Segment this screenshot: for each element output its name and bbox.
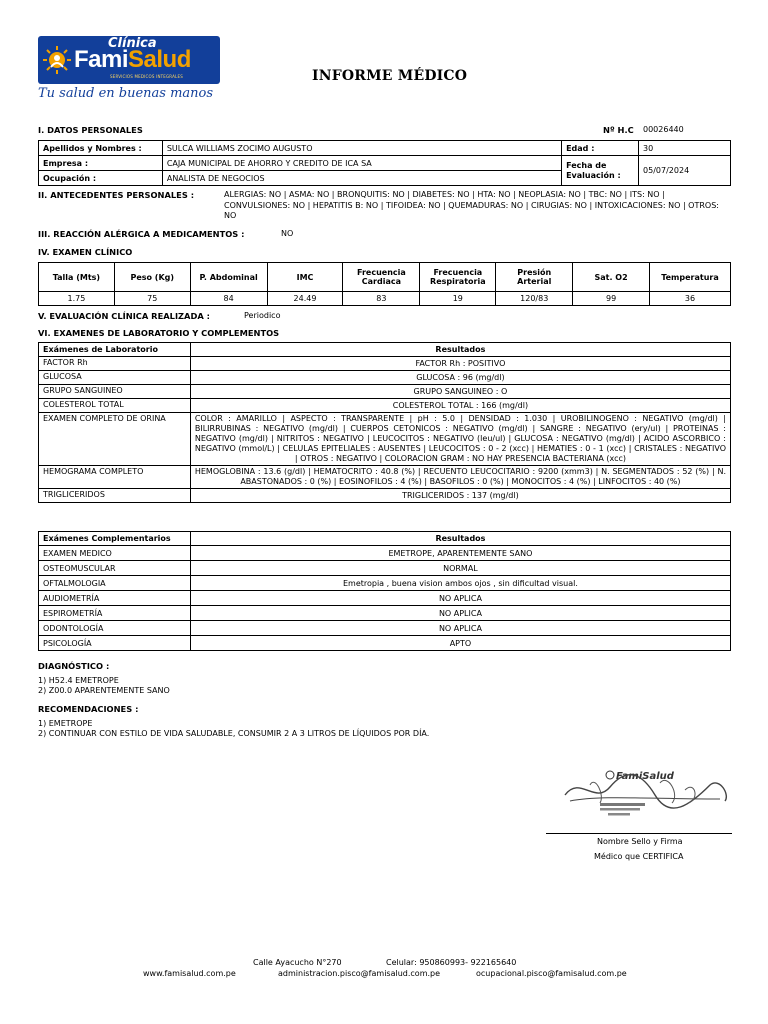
complementary-result: APTO <box>190 636 730 651</box>
laboratorio-heading: VI. EXAMENES DE LABORATORIO Y COMPLEMENTOS <box>38 328 280 338</box>
recomendacion-item: 1) EMETROPE <box>38 719 93 728</box>
diagnostico-heading: DIAGNÓSTICO : <box>38 661 110 671</box>
logo-badge <box>38 36 220 84</box>
logo-slogan: Tu salud en buenas manos <box>38 86 214 101</box>
complementary-result: NO APLICA <box>190 621 730 636</box>
vitals-value: 36 <box>649 292 730 306</box>
lab-row <box>39 371 731 385</box>
lab-result: HEMOGLOBINA : 13.6 (g/dl) | HEMATOCRITO : 40.8 (%) | RECUENTO LEUCOCITARIO : 9200 (xmm3) | N. SEGMENTADOS : 52 (%) | N. ABASTONADOS : 0 (%) | EOSINOFILOS : 4 (%) | BASOFILOS : 0 (%) | MONOCITOS : 4 (%) | LINFOCITOS : 40 (%) <box>190 466 730 489</box>
complementary-row <box>39 606 731 621</box>
lab-row <box>39 413 731 466</box>
lab-row <box>39 489 731 503</box>
complementary-result: NORMAL <box>190 561 730 576</box>
complementary-exam: PSICOLOGÍA <box>39 636 191 651</box>
diagnostico-item: 2) Z00.0 APARENTEMENTE SANO <box>38 686 170 695</box>
complementary-result: EMETROPE, APARENTEMENTE SANO <box>190 546 730 561</box>
lab-row <box>39 466 731 489</box>
job-value: ANALISTA DE NEGOCIOS <box>162 171 561 186</box>
vitals-value: 84 <box>190 292 267 306</box>
personal-table <box>38 140 731 186</box>
complementary-exam: EXAMEN MEDICO <box>39 546 191 561</box>
vitals-value: 120/83 <box>496 292 573 306</box>
lab-row <box>39 385 731 399</box>
lab-exam: FACTOR Rh <box>39 357 191 371</box>
footer-email-ocupacional: ocupacional.pisco@famisalud.com.pe <box>476 969 627 978</box>
logo-fami: Fami <box>74 46 129 73</box>
alergica-value: NO <box>281 229 294 238</box>
vitals-header: Peso (Kg) <box>114 263 190 292</box>
age-value: 30 <box>639 141 731 156</box>
vitals-value: 24.49 <box>267 292 343 306</box>
hc-value: 00026440 <box>643 125 684 134</box>
lab-exam: GLUCOSA <box>39 371 191 385</box>
vitals-header: Talla (Mts) <box>39 263 115 292</box>
vitals-header: IMC <box>267 263 343 292</box>
comp-col-exam: Exámenes Complementarios <box>39 532 191 546</box>
examen-clinico-heading: IV. EXAMEN CLÍNICO <box>38 247 133 257</box>
lab-exam: TRIGLICERIDOS <box>39 489 191 503</box>
complementary-exam: OSTEOMUSCULAR <box>39 561 191 576</box>
vitals-value: 83 <box>343 292 420 306</box>
footer-phone: Celular: 950860993- 922165640 <box>386 958 517 967</box>
names-value: SULCA WILLIAMS ZOCIMO AUGUSTO <box>162 141 561 156</box>
vitals-table <box>38 262 731 306</box>
recomendaciones-heading: RECOMENDACIONES : <box>38 704 139 714</box>
personal-heading: I. DATOS PERSONALES <box>38 125 143 135</box>
complementary-result: NO APLICA <box>190 591 730 606</box>
lab-exam: EXAMEN COMPLETO DE ORINA <box>39 413 191 466</box>
lab-exam: GRUPO SANGUINEO <box>39 385 191 399</box>
vitals-value: 75 <box>114 292 190 306</box>
logo-subtitle: SERVICIOS MEDICOS INTEGRALES <box>110 74 183 79</box>
lab-exam: COLESTEROL TOTAL <box>39 399 191 413</box>
vitals-value: 19 <box>420 292 496 306</box>
signature-line <box>546 833 732 834</box>
lab-exam: HEMOGRAMA COMPLETO <box>39 466 191 489</box>
complementary-exam: ESPIROMETRÍA <box>39 606 191 621</box>
stamp-brand: FamiSalud <box>616 771 674 782</box>
job-label: Ocupación : <box>39 171 163 186</box>
complementary-row <box>39 591 731 606</box>
vitals-header: Frecuencia Cardiaca <box>343 263 420 292</box>
lab-table <box>38 342 731 503</box>
complementary-result: NO APLICA <box>190 606 730 621</box>
vitals-value: 1.75 <box>39 292 115 306</box>
evaluacion-heading: V. EVALUACIÓN CLÍNICA REALIZADA : <box>38 311 210 321</box>
hc-label: Nº H.C <box>603 125 634 135</box>
signature-role: Médico que CERTIFICA <box>594 852 684 861</box>
footer-address: Calle Ayacucho N°270 <box>253 958 342 967</box>
logo-brand-text <box>74 46 191 74</box>
complementary-row <box>39 546 731 561</box>
comp-col-result: Resultados <box>190 532 730 546</box>
eval-date-label: Fecha de Evaluación : <box>562 156 639 186</box>
evaluacion-value: Periodico <box>244 311 281 320</box>
lab-col-exam: Exámenes de Laboratorio <box>39 343 191 357</box>
clinic-logo <box>38 36 220 106</box>
vitals-header: Sat. O2 <box>573 263 650 292</box>
lab-result: GRUPO SANGUINEO : O <box>190 385 730 399</box>
antecedentes-text: ALERGIAS: NO | ASMA: NO | BRONQUITIS: NO | DIABETES: NO | HTA: NO | NEOPLASIA: NO | TBC: NO | ITS: NO | CONVULSIONES: NO | HEPATITIS B: NO | TIFOIDEA: NO | QUEMADURAS: NO | CIRUGIAS: NO | INTOXICACIONES: NO | OTROS: NO <box>224 190 719 220</box>
footer-email-admin: administracion.pisco@famisalud.com.pe <box>278 969 441 978</box>
lab-result: GLUCOSA : 96 (mg/dl) <box>190 371 730 385</box>
vitals-value: 99 <box>573 292 650 306</box>
doctor-signature-stamp <box>560 765 740 825</box>
complementary-row <box>39 576 731 591</box>
vitals-header: Temperatura <box>649 263 730 292</box>
names-label: Apellidos y Nombres : <box>39 141 163 156</box>
complementary-row <box>39 621 731 636</box>
lab-result: COLOR : AMARILLO | ASPECTO : TRANSPARENTE | pH : 5.0 | DENSIDAD : 1.030 | UROBILINOGENO : NEGATIVO (mg/dl) | BILIRRUBINAS : NEGATIVO (mg/dl) | CUERPOS CETONICOS : NEGATIVO (mg/dl) | SANGRE : NEGATIVO (ery/ul) | PROTEINAS : NEGATIVO (mg/dl) | NITRITOS : NEGATIVO | LEUCOCITOS : NEGATIVO (leu/ul) | GLUCOSA : NEGATIVO (mg/dl) | ACIDO ASCORBICO : NEGATIVO (mmol/L) | CELULAS EPITELIALES : AUSENTES | LEUCOCITOS : 0 - 2 (xcc) | HEMATIES : 0 - 1 (xcc) | CRISTALES : NEGATIVO | OTROS : NEGATIVO | COLORACION GRAM : NO HAY PRESENCIA BACTERIANA (xcc) <box>190 413 730 466</box>
antecedentes-heading: II. ANTECEDENTES PERSONALES : <box>38 190 195 200</box>
report-title: INFORME MÉDICO <box>312 68 468 84</box>
age-label: Edad : <box>562 141 639 156</box>
complementary-row <box>39 636 731 651</box>
recomendaciones-list <box>38 719 429 739</box>
alergica-heading: III. REACCIÓN ALÉRGICA A MEDICAMENTOS : <box>38 229 245 239</box>
complementary-result: Emetropia , buena vision ambos ojos , sin dificultad visual. <box>190 576 730 591</box>
company-value: CAJA MUNICIPAL DE AHORRO Y CREDITO DE ICA SA <box>162 156 561 171</box>
diagnostico-list <box>38 676 170 696</box>
recomendacion-item: 2) CONTINUAR CON ESTILO DE VIDA SALUDABLE, CONSUMIR 2 A 3 LITROS DE LÍQUIDOS POR DÍA. <box>38 729 430 738</box>
lab-result: TRIGLICERIDOS : 137 (mg/dl) <box>190 489 730 503</box>
signature-caption: Nombre Sello y Firma <box>597 837 683 846</box>
company-label: Empresa : <box>39 156 163 171</box>
lab-row <box>39 399 731 413</box>
complementary-table <box>38 531 731 651</box>
logo-clinica-text: Clínica <box>108 36 157 51</box>
vitals-header: P. Abdominal <box>190 263 267 292</box>
complementary-exam: ODONTOLOGÍA <box>39 621 191 636</box>
complementary-row <box>39 561 731 576</box>
lab-col-result: Resultados <box>190 343 730 357</box>
vitals-header: Presión Arterial <box>496 263 573 292</box>
eval-date-value: 05/07/2024 <box>639 156 731 186</box>
family-sun-icon <box>42 45 72 75</box>
diagnostico-item: 1) H52.4 EMETROPE <box>38 676 119 685</box>
footer-web: www.famisalud.com.pe <box>143 969 236 978</box>
lab-result: FACTOR Rh : POSITIVO <box>190 357 730 371</box>
complementary-exam: AUDIOMETRÍA <box>39 591 191 606</box>
complementary-exam: OFTALMOLOGIA <box>39 576 191 591</box>
logo-salud: Salud <box>128 46 191 73</box>
lab-row <box>39 357 731 371</box>
lab-result: COLESTEROL TOTAL : 166 (mg/dl) <box>190 399 730 413</box>
vitals-header: Frecuencia Respiratoria <box>420 263 496 292</box>
